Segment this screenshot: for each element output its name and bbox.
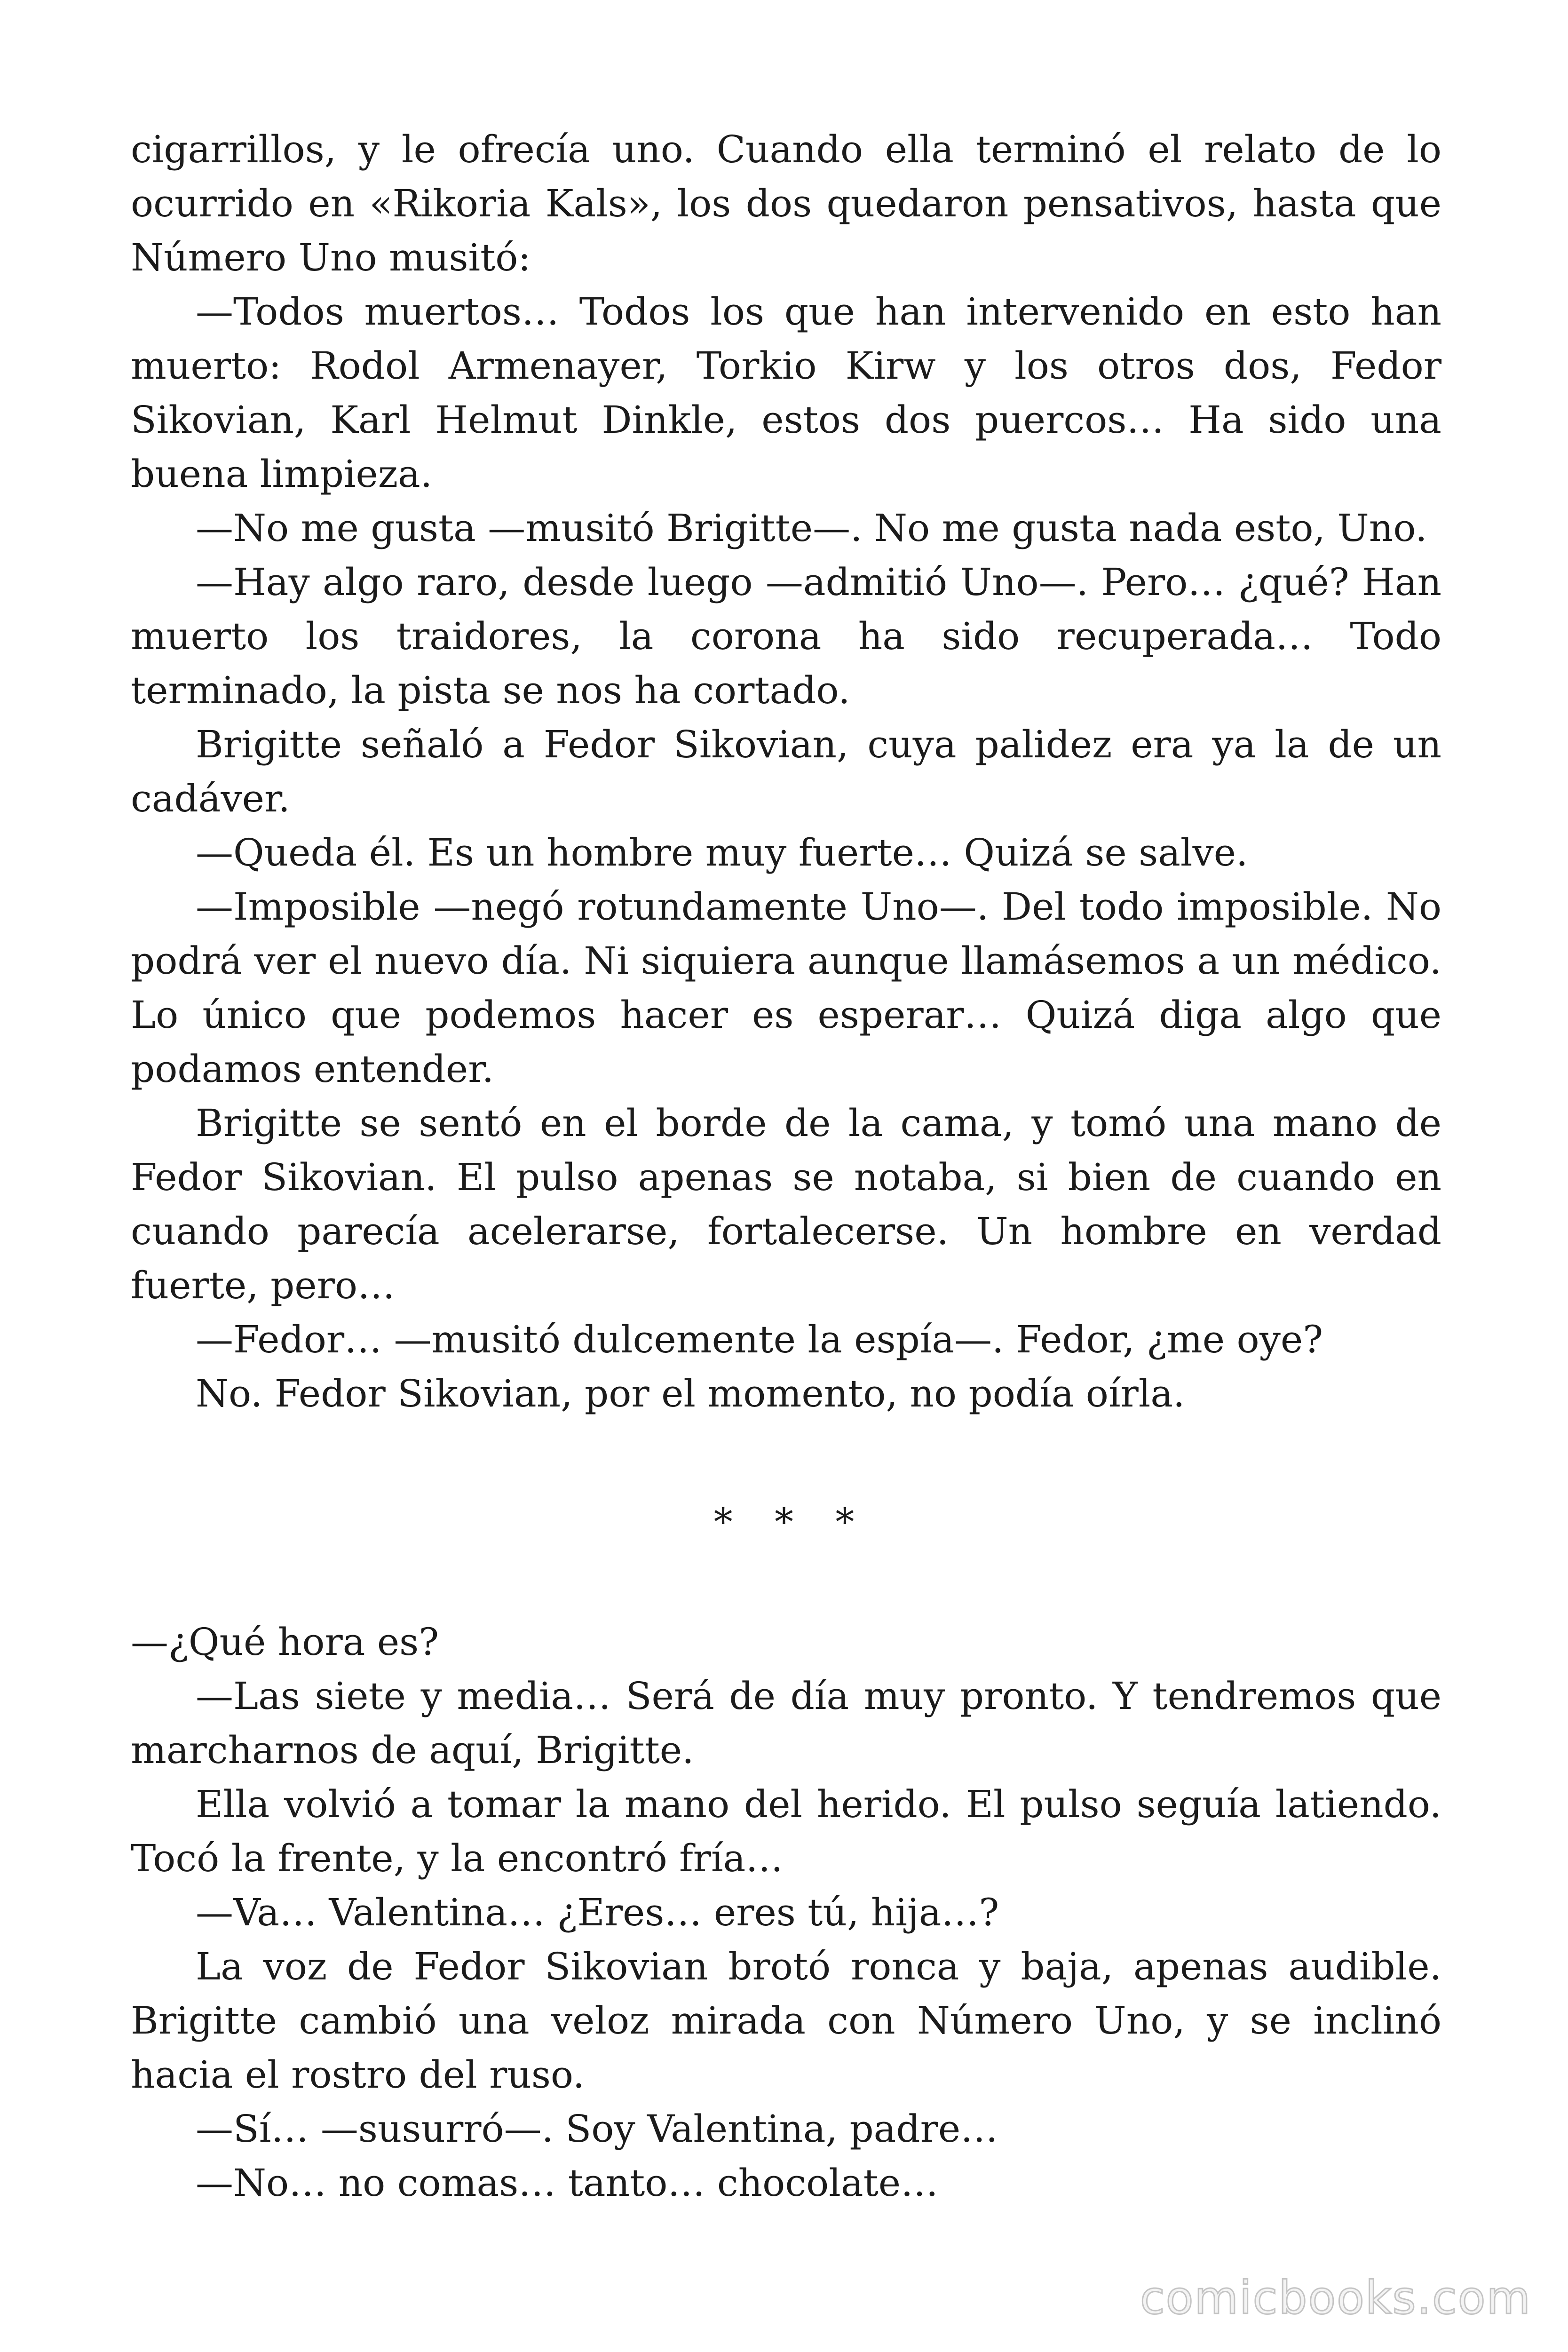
paragraph: —Queda él. Es un hombre muy fuerte… Quizá se salve. xyxy=(196,831,1248,874)
text-section-2 xyxy=(131,1615,1441,2210)
paragraph: —Va… Valentina… ¿Eres… eres tú, hija…? xyxy=(196,1891,999,1934)
paragraph: Brigitte señaló a Fedor Sikovian, cuya palidez era ya la de un cadáver. xyxy=(131,723,1441,820)
paragraph: Brigitte se sentó en el borde de la cama, y tomó una mano de Fedor Sikovian. El pulso apenas se notaba, si bien de cuando en cuando parecía acelerarse, fortalecerse. Un hombre en verdad fuerte, pero… xyxy=(131,1101,1441,1307)
paragraph: La voz de Fedor Sikovian brotó ronca y baja, apenas audible. Brigitte cambió una veloz mirada con Número Uno, y se inclinó hacia el rostro del ruso. xyxy=(131,1945,1441,2097)
watermark: comicbooks.com xyxy=(1140,2272,1531,2324)
paragraph: —No me gusta —musitó Brigitte—. No me gusta nada esto, Uno. xyxy=(196,506,1427,550)
paragraph: —Fedor… —musitó dulcemente la espía—. Fedor, ¿me oye? xyxy=(196,1318,1323,1361)
paragraph: —¿Qué hora es? xyxy=(131,1620,439,1664)
paragraph: cigarrillos, y le ofrecía uno. Cuando ella terminó el relato de lo ocurrido en «Rikoria Kals», los dos quedaron pensativos, hasta que Número Uno musitó: xyxy=(131,127,1441,279)
paragraph: —Las siete y media… Será de día muy pronto. Y tendremos que marcharnos de aquí, Brigitte. xyxy=(131,1674,1441,1772)
paragraph: —Sí… —susurró—. Soy Valentina, padre… xyxy=(196,2107,998,2151)
paragraph: —Imposible —negó rotundamente Uno—. Del todo imposible. No podrá ver el nuevo día. Ni siquiera aunque llamásemos a un médico. Lo único que podemos hacer es esperar… Quizá diga algo que podamos entender. xyxy=(131,885,1441,1091)
paragraph: —Hay algo raro, desde luego —admitió Uno—. Pero… ¿qué? Han muerto los traidores, la corona ha sido recuperada… Todo terminado, la pista se nos ha cortado. xyxy=(131,560,1441,712)
text-section-1 xyxy=(131,122,1441,1421)
paragraph: —No… no comas… tanto… chocolate… xyxy=(196,2161,939,2205)
paragraph: No. Fedor Sikovian, por el momento, no podía oírla. xyxy=(196,1372,1185,1415)
paragraph: —Todos muertos… Todos los que han intervenido en esto han muerto: Rodol Armenayer, Torkio Kirw y los otros dos, Fedor Sikovian, Karl Helmut Dinkle, estos dos puercos… Ha sido una buena limpieza. xyxy=(131,290,1441,496)
section-separator: * * * xyxy=(713,1500,870,1544)
paragraph: Ella volvió a tomar la mano del herido. El pulso seguía latiendo. Tocó la frente, y la encontró fría… xyxy=(131,1782,1441,1880)
